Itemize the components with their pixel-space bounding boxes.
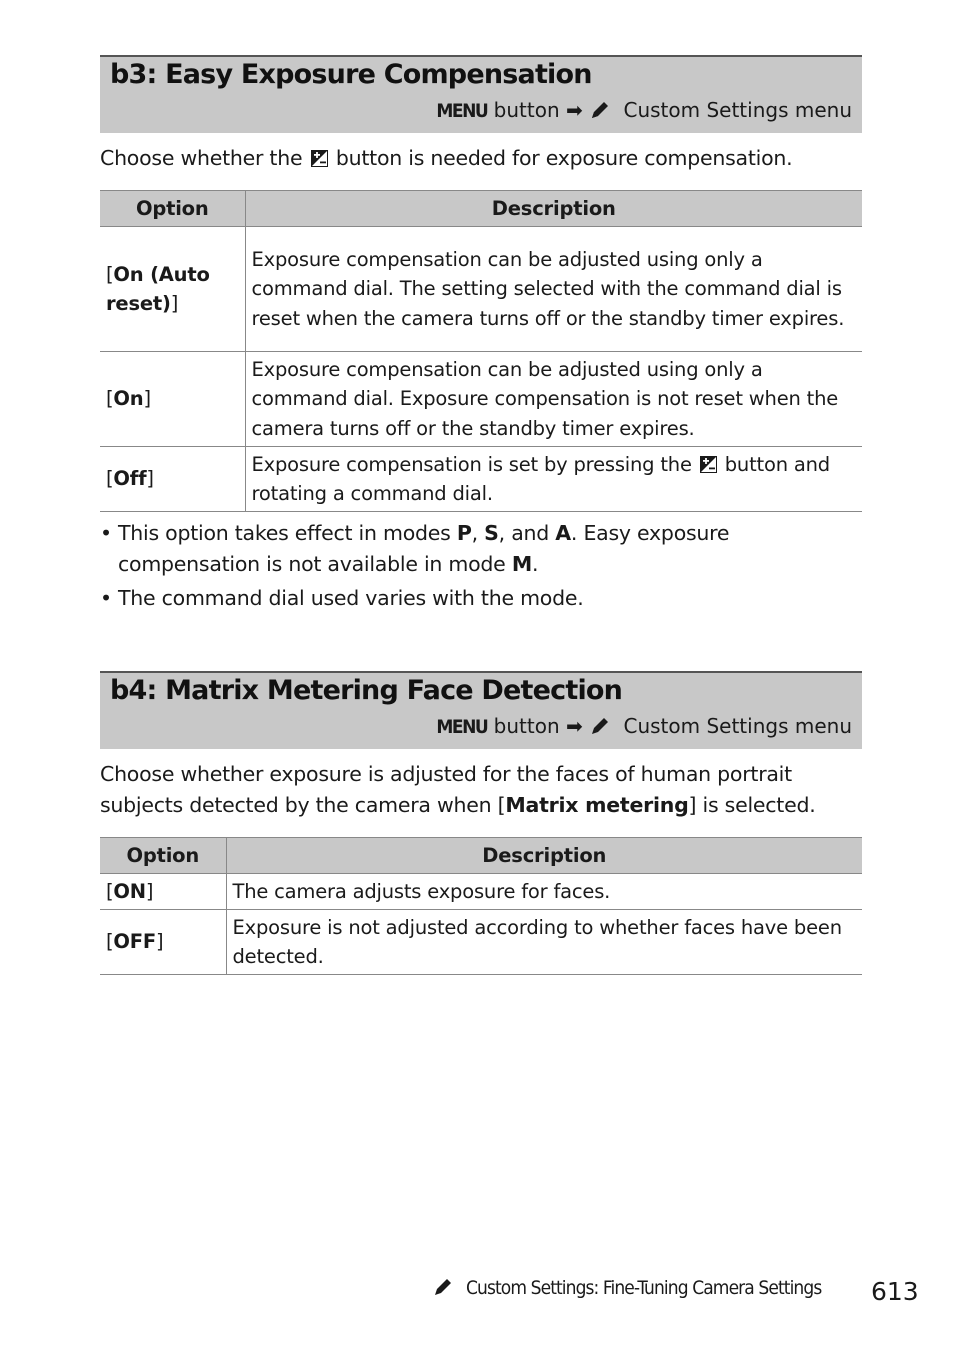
- list-item: [100, 518, 870, 580]
- column-header-description: Description: [245, 191, 862, 227]
- description-cell: [245, 447, 862, 512]
- intro-text-part: Choose whether the: [100, 146, 303, 170]
- intro-text-part: button is needed for exposure compensation.: [335, 146, 793, 170]
- note-text: The command dial used varies with the mode.: [118, 586, 584, 610]
- menu-path-button-word: button: [493, 98, 560, 122]
- table-row: [100, 874, 862, 910]
- note-text: .: [531, 552, 539, 576]
- section-header-b4: [100, 671, 862, 749]
- mode-label: S: [484, 521, 499, 545]
- menu-path-destination: Custom Settings menu: [623, 714, 852, 738]
- note-text: ,: [471, 521, 485, 545]
- intro-text-part: ] is selected.: [688, 793, 816, 817]
- option-cell: [On]: [100, 352, 245, 447]
- option-label: On (Auto reset): [106, 262, 210, 315]
- table-row: [100, 910, 862, 975]
- option-label: OFF: [113, 930, 157, 954]
- arrow-right-icon: ➡: [566, 98, 583, 122]
- arrow-right-icon: ➡: [566, 714, 583, 738]
- note-text: This option takes effect in modes: [118, 521, 457, 545]
- menu-path-destination: Custom Settings menu: [623, 98, 852, 122]
- pencil-icon: [432, 1277, 456, 1297]
- page-number: 613: [871, 1277, 919, 1306]
- section-header-b3: [100, 55, 862, 133]
- pencil-icon: [589, 716, 611, 736]
- menu-path: [436, 714, 852, 738]
- page-footer: [432, 1277, 821, 1299]
- note-text: , and: [498, 521, 556, 545]
- option-cell: [ON]: [100, 874, 226, 910]
- section-title: b4: Matrix Metering Face Detection: [110, 675, 623, 706]
- note-text: . Easy exposure compensation is not available in mode: [118, 521, 730, 576]
- footer-chapter-title: Custom Settings: Fine-Tuning Camera Settings: [466, 1277, 822, 1299]
- option-cell: [Off]: [100, 447, 245, 512]
- options-table-b4: [100, 837, 862, 975]
- table-header-row: [100, 191, 862, 227]
- menu-item-name: Matrix metering: [505, 793, 689, 817]
- exposure-compensation-icon: [700, 456, 717, 473]
- option-label: Off: [113, 467, 147, 491]
- options-table-b3: [100, 190, 862, 512]
- description-cell: Exposure compensation can be adjusted using only a command dial. Exposure compensation is not reset when the camera turns off or the standby timer expires.: [245, 352, 862, 447]
- table-row: [100, 352, 862, 447]
- menu-path-button-word: button: [493, 714, 560, 738]
- column-header-description: Description: [226, 838, 862, 874]
- mode-label: A: [555, 521, 571, 545]
- pencil-icon: [589, 100, 611, 120]
- intro-text: [100, 143, 870, 174]
- column-header-option: Option: [100, 191, 245, 227]
- description-part: Exposure compensation is set by pressing the: [251, 452, 692, 476]
- notes-list: [100, 518, 870, 617]
- mode-label: P: [456, 521, 472, 545]
- description-part: button and rotating a command dial.: [251, 452, 830, 505]
- exposure-compensation-icon: [311, 150, 328, 167]
- option-cell: [On (Auto reset)]: [100, 227, 245, 352]
- section-title: b3: Easy Exposure Compensation: [110, 59, 592, 90]
- description-cell: The camera adjusts exposure for faces.: [226, 874, 862, 910]
- menu-button-glyph: MENU: [436, 716, 488, 738]
- column-header-option: Option: [100, 838, 226, 874]
- option-label: ON: [113, 879, 146, 903]
- description-cell: Exposure is not adjusted according to whether faces have been detected.: [226, 910, 862, 975]
- intro-text: [100, 759, 870, 821]
- table-row: [100, 227, 862, 352]
- table-header-row: [100, 838, 862, 874]
- list-item: [100, 583, 870, 614]
- option-cell: [OFF]: [100, 910, 226, 975]
- menu-path: [436, 98, 852, 122]
- table-row: [100, 447, 862, 512]
- option-label: On: [113, 387, 144, 411]
- description-cell: Exposure compensation can be adjusted using only a command dial. The setting selected with the command dial is reset when the camera turns off or the standby timer expires.: [245, 227, 862, 352]
- mode-label: M: [511, 552, 532, 576]
- intro-text-part: Choose whether exposure is adjusted for the faces of human portrait subjects detected by the camera when [: [100, 762, 792, 817]
- menu-button-glyph: MENU: [436, 100, 488, 122]
